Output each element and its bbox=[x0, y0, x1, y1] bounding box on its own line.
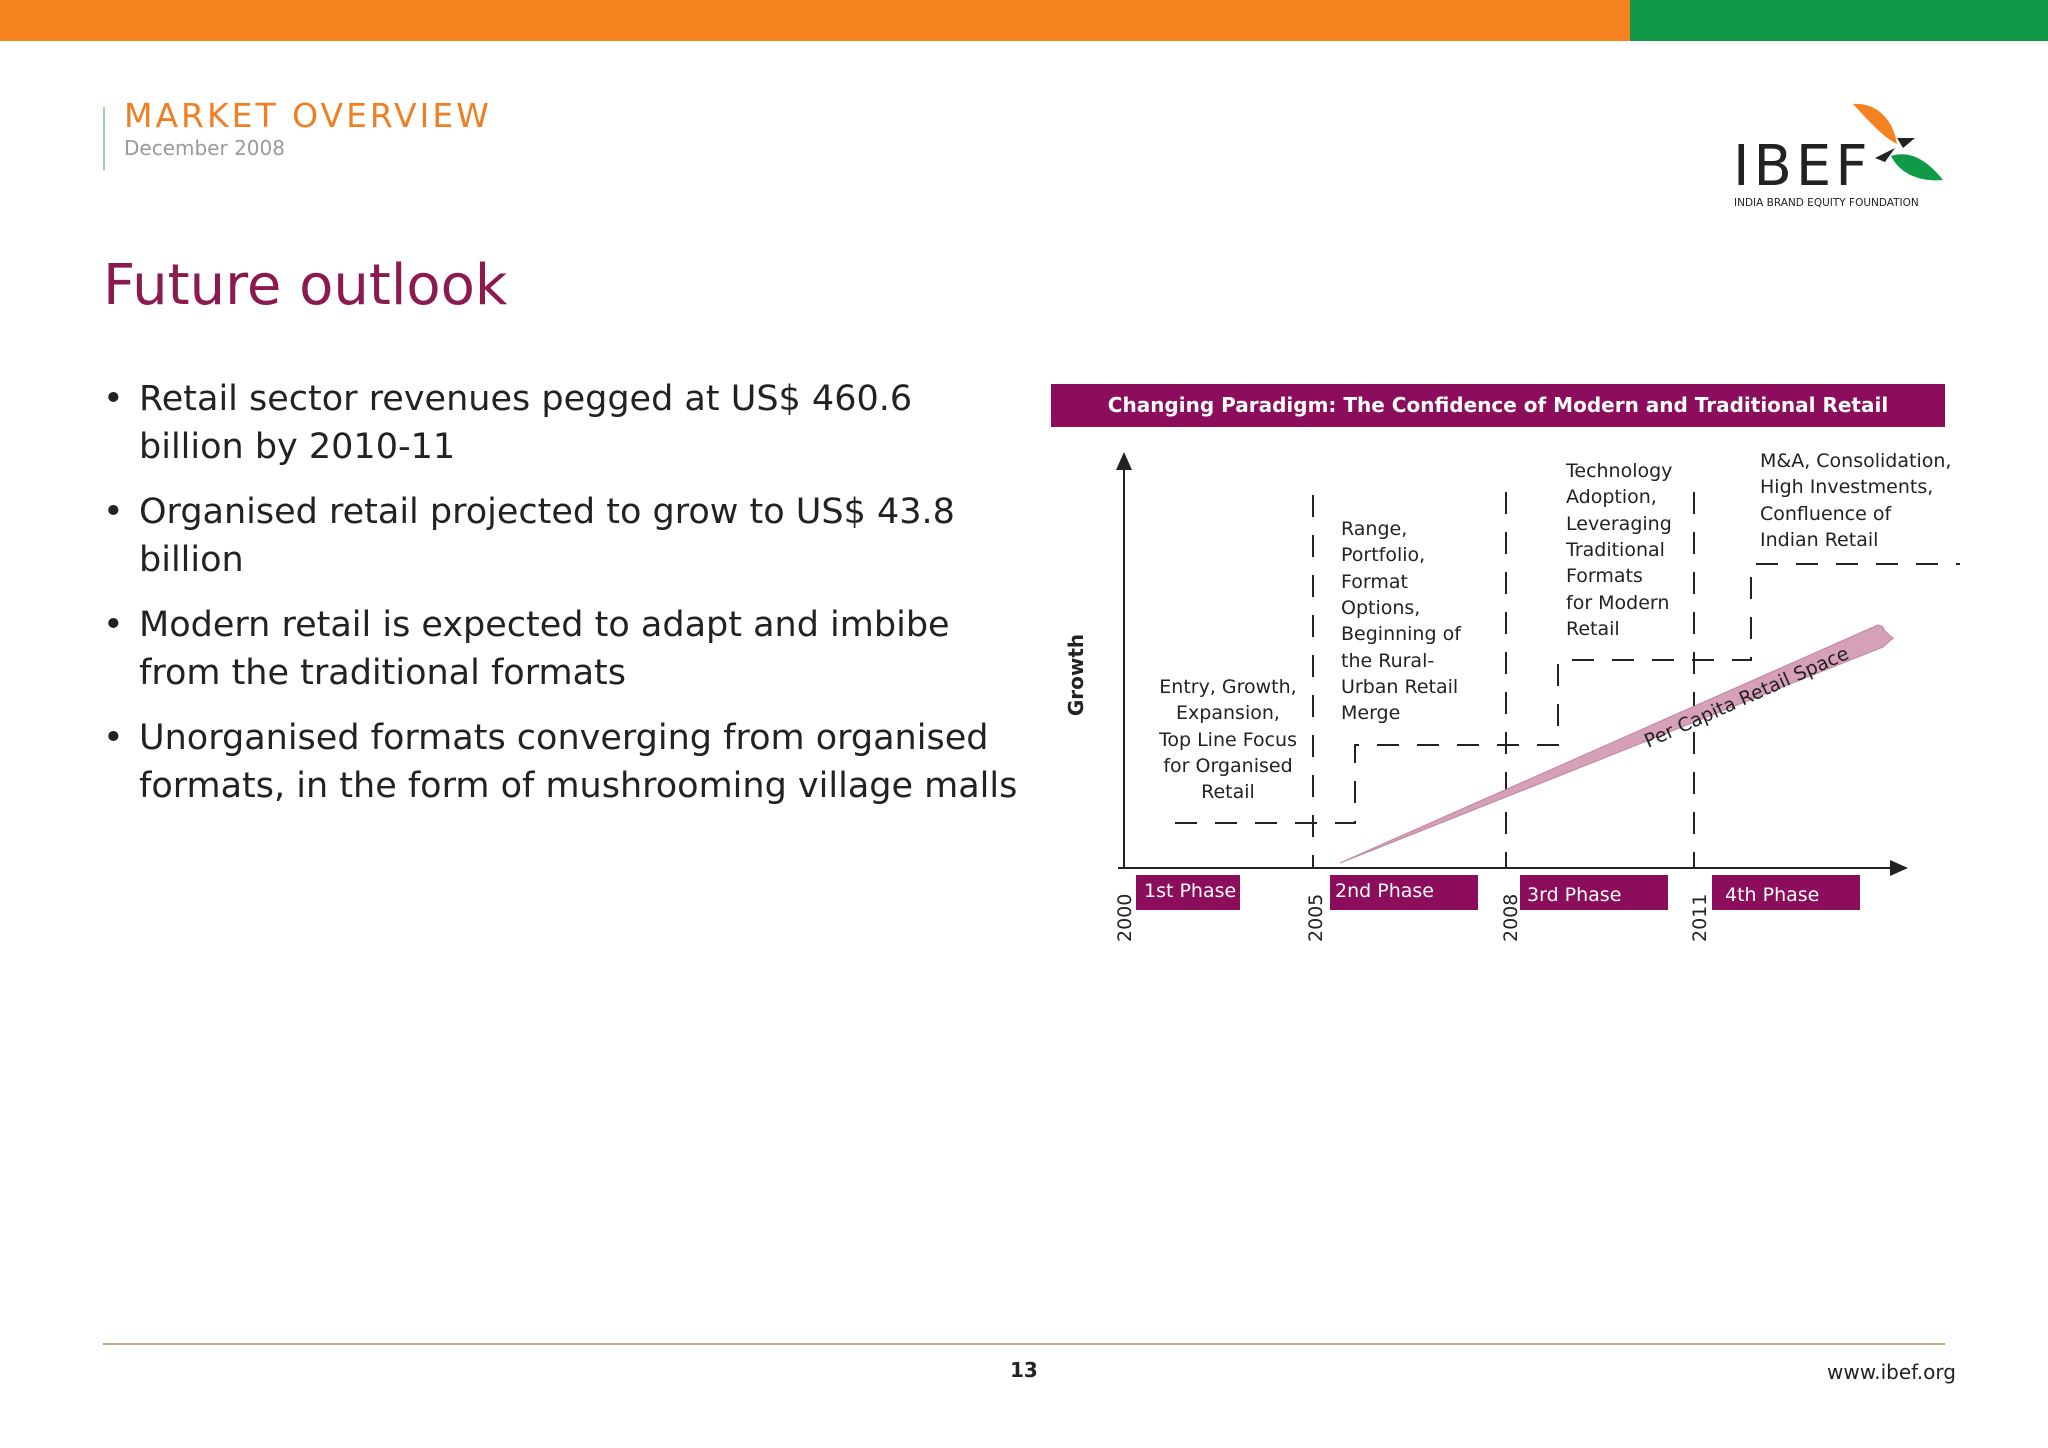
phase-3-text bbox=[1565, 460, 1672, 640]
phase-text-line: High Investments, bbox=[1760, 476, 1934, 498]
phase-4-text bbox=[1760, 450, 1951, 551]
phase-text-line: Top Line Focus bbox=[1158, 729, 1298, 751]
phase-text-line: Format bbox=[1341, 571, 1408, 593]
phase-text-line: Technology bbox=[1566, 460, 1673, 482]
year-label: 2011 bbox=[1689, 893, 1711, 942]
phase-text-line: Entry, Growth, bbox=[1159, 676, 1297, 698]
section-date: December 2008 bbox=[124, 136, 285, 160]
bullet-item: • Organised retail projected to grow to US$ 43.8 billion bbox=[103, 488, 1023, 584]
year-label: 2008 bbox=[1500, 893, 1522, 942]
year-label: 2005 bbox=[1305, 893, 1327, 942]
page-title: Future outlook bbox=[103, 253, 508, 318]
phase-text-line: Expansion, bbox=[1176, 702, 1280, 724]
phase-text-line: Portfolio, bbox=[1341, 544, 1426, 566]
top-bar-orange bbox=[0, 0, 1630, 41]
phase-text-line: for Organised bbox=[1163, 755, 1293, 777]
bullet-list bbox=[103, 375, 1023, 827]
bullet-item: • Retail sector revenues pegged at US$ 460.6 billion by 2010-11 bbox=[103, 375, 1023, 471]
logo-subtitle: INDIA BRAND EQUITY FOUNDATION bbox=[1734, 197, 1919, 209]
phase-text-line: Retail bbox=[1201, 781, 1255, 803]
phase-text-line: Leveraging bbox=[1566, 513, 1672, 535]
phase-text-line: Indian Retail bbox=[1760, 529, 1879, 551]
page-number: 13 bbox=[1010, 1358, 1038, 1382]
phase-text-line: M&A, Consolidation, bbox=[1760, 450, 1952, 472]
y-axis-label: Growth bbox=[1064, 633, 1088, 717]
wedge-label: Per Capita Retail Space bbox=[1641, 642, 1853, 753]
phase-label: 1st Phase bbox=[1144, 880, 1237, 902]
phase-text-line: Adoption, bbox=[1566, 486, 1657, 508]
bullet-item: • Unorganised formats converging from organised formats, in the form of mushrooming village malls bbox=[103, 714, 1023, 810]
phase-text-line: Traditional bbox=[1566, 539, 1665, 561]
phase-2-text bbox=[1341, 518, 1462, 724]
phase-diagram bbox=[1040, 440, 2000, 960]
logo-wordmark: IBEF bbox=[1733, 134, 1872, 199]
diagram-title: Changing Paradigm: The Confidence of Modern and Traditional Retail bbox=[1051, 384, 1945, 427]
phase-text-line: the Rural- bbox=[1341, 650, 1435, 672]
phase-label: 3rd Phase bbox=[1527, 884, 1622, 906]
header-divider bbox=[103, 107, 105, 170]
phase-text-line: Confluence of bbox=[1760, 503, 1892, 525]
footer-url[interactable]: www.ibef.org bbox=[1827, 1360, 1956, 1384]
bullet-item: • Modern retail is expected to adapt and imbibe from the traditional formats bbox=[103, 601, 1023, 697]
year-label: 2000 bbox=[1114, 893, 1136, 942]
footer-divider bbox=[103, 1343, 1945, 1345]
phase-1-text bbox=[1158, 676, 1297, 803]
phase-text-line: Range, bbox=[1341, 518, 1408, 540]
phase-text-line: Retail bbox=[1566, 618, 1620, 640]
phase-text-line: Beginning of bbox=[1341, 623, 1461, 645]
phase-text-line: Options, bbox=[1341, 597, 1421, 619]
top-bar-green bbox=[1630, 0, 2048, 41]
phase-label: 4th Phase bbox=[1725, 884, 1820, 906]
phase-label: 2nd Phase bbox=[1335, 880, 1434, 902]
phase-text-line: Merge bbox=[1341, 702, 1401, 724]
phase-text-line: Urban Retail bbox=[1341, 676, 1459, 698]
phase-text-line: for Modern bbox=[1566, 592, 1670, 614]
section-title: MARKET OVERVIEW bbox=[124, 96, 492, 135]
phase-text-line: Formats bbox=[1566, 565, 1643, 587]
